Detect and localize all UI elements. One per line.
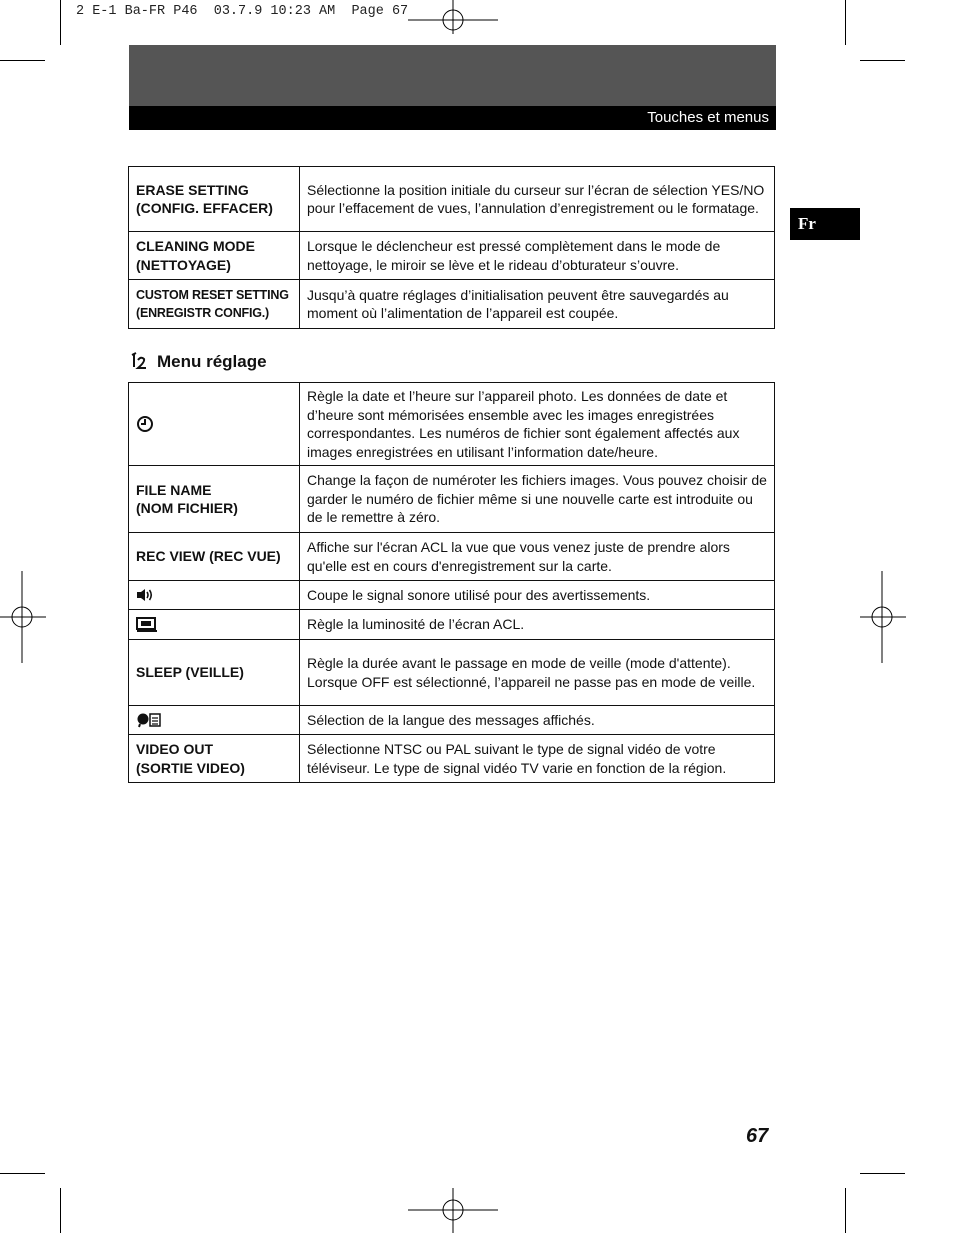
table-row [129, 232, 775, 280]
table-row [129, 706, 775, 735]
menu-item-description: Sélection de la langue des messages affichés. [300, 706, 775, 735]
crop-mark [0, 1173, 45, 1174]
menu-table-custom [128, 166, 775, 329]
crop-mark [0, 60, 45, 61]
crop-mark [845, 1188, 846, 1233]
menu-item-key [129, 533, 300, 581]
table-row [129, 280, 775, 329]
menu-item-key [129, 735, 300, 783]
crop-mark [845, 0, 846, 45]
menu-item-description: Règle la durée avant le passage en mode de veille (mode d'attente). Lorsque OFF est sélectionné, l’appareil ne passe pas en mode de veille. [300, 640, 775, 706]
menu-item-description: Coupe le signal sonore utilisé pour des avertissements. [300, 581, 775, 610]
key-line: SLEEP (VEILLE) [136, 664, 244, 681]
menu-item-key [129, 640, 300, 706]
menu-item-description: Jusqu’à quatre réglages d’initialisation peuvent être sauvegardés au moment où l’alimentation de l’appareil est coupée. [300, 280, 775, 329]
menu-item-description: Règle la date et l’heure sur l’appareil photo. Les données de date et d’heure sont mémorisées ensemble avec les images enregistrées correspondantes. Les numéros de fichier sont également affectés aux images enregistrées en utilisant l’information date/heure. [300, 383, 775, 466]
menu-item-key [129, 280, 300, 329]
language-icon [136, 712, 292, 728]
header-band [129, 45, 776, 106]
key-line: CLEANING MODE [136, 238, 255, 254]
key-line: CUSTOM RESET SETTING [136, 287, 289, 302]
key-line: (SORTIE VIDEO) [136, 759, 245, 776]
printer-slug: 2 E-1 Ba-FR P46 03.7.9 10:23 AM Page 67 [76, 4, 409, 19]
menu-item-key [129, 610, 300, 640]
lcd-brightness-icon [136, 617, 292, 633]
key-line: (NETTOYAGE) [136, 256, 231, 273]
beep-sound-icon [136, 588, 292, 602]
key-line: (CONFIG. EFFACER) [136, 200, 273, 216]
registration-mark-icon [860, 571, 906, 663]
menu-item-description: Règle la luminosité de l’écran ACL. [300, 610, 775, 640]
menu-item-key [129, 706, 300, 735]
table-row [129, 735, 775, 783]
menu-item-key [129, 383, 300, 466]
menu-item-description: Sélectionne la position initiale du curseur sur l’écran de sélection YES/NO pour l’effacement de vues, l’annulation d’enregistrement ou le formatage. [300, 167, 775, 232]
table-row [129, 383, 775, 466]
table-row [129, 466, 775, 533]
table-row [129, 581, 775, 610]
menu-item-description: Affiche sur l'écran ACL la vue que vous venez juste de prendre alors qu'elle est en cours d'enregistrement sur la carte. [300, 533, 775, 581]
setup-menu-2-icon [129, 352, 149, 375]
key-line: FILE NAME [136, 481, 212, 498]
section-title [129, 352, 267, 375]
clock-icon [136, 415, 292, 433]
table-row [129, 167, 775, 232]
registration-mark-icon [0, 571, 46, 663]
menu-item-description: Sélectionne NTSC ou PAL suivant le type de signal vidéo de votre téléviseur. Le type de signal vidéo TV varie en fonction de la région. [300, 735, 775, 783]
menu-item-description: Lorsque le déclencheur est pressé complètement dans le mode de nettoyage, le miroir se lève et le rideau d’obturateur s’ouvre. [300, 232, 775, 280]
crop-mark [60, 0, 61, 45]
header-bar [129, 106, 776, 130]
key-line: (NOM FICHIER) [136, 500, 238, 516]
menu-item-key [129, 232, 300, 280]
table-row [129, 533, 775, 581]
menu-table-setup [128, 382, 775, 783]
crop-mark [860, 60, 905, 61]
key-line: ERASE SETTING [136, 181, 249, 198]
section-title-text: Menu réglage [157, 352, 267, 371]
language-tab: Fr [790, 208, 860, 240]
menu-item-description: Change la façon de numéroter les fichiers images. Vous pouvez choisir de garder le numéro de fichier même si une nouvelle carte est introduite ou de le remettre à zéro. [300, 466, 775, 533]
section-header-title: Touches et menus [647, 109, 769, 126]
table-row [129, 610, 775, 640]
crop-mark [60, 1188, 61, 1233]
page-number: 67 [746, 1125, 769, 1147]
crop-mark [860, 1173, 905, 1174]
table-row [129, 640, 775, 706]
registration-mark-icon [408, 1188, 498, 1233]
key-line: VIDEO OUT [136, 741, 214, 757]
menu-item-key [129, 167, 300, 232]
menu-item-key [129, 581, 300, 610]
registration-mark-icon [408, 0, 498, 34]
menu-item-key [129, 466, 300, 533]
key-line: (ENREGISTR CONFIG.) [136, 306, 270, 320]
key-line: REC VIEW (REC VUE) [136, 548, 281, 565]
